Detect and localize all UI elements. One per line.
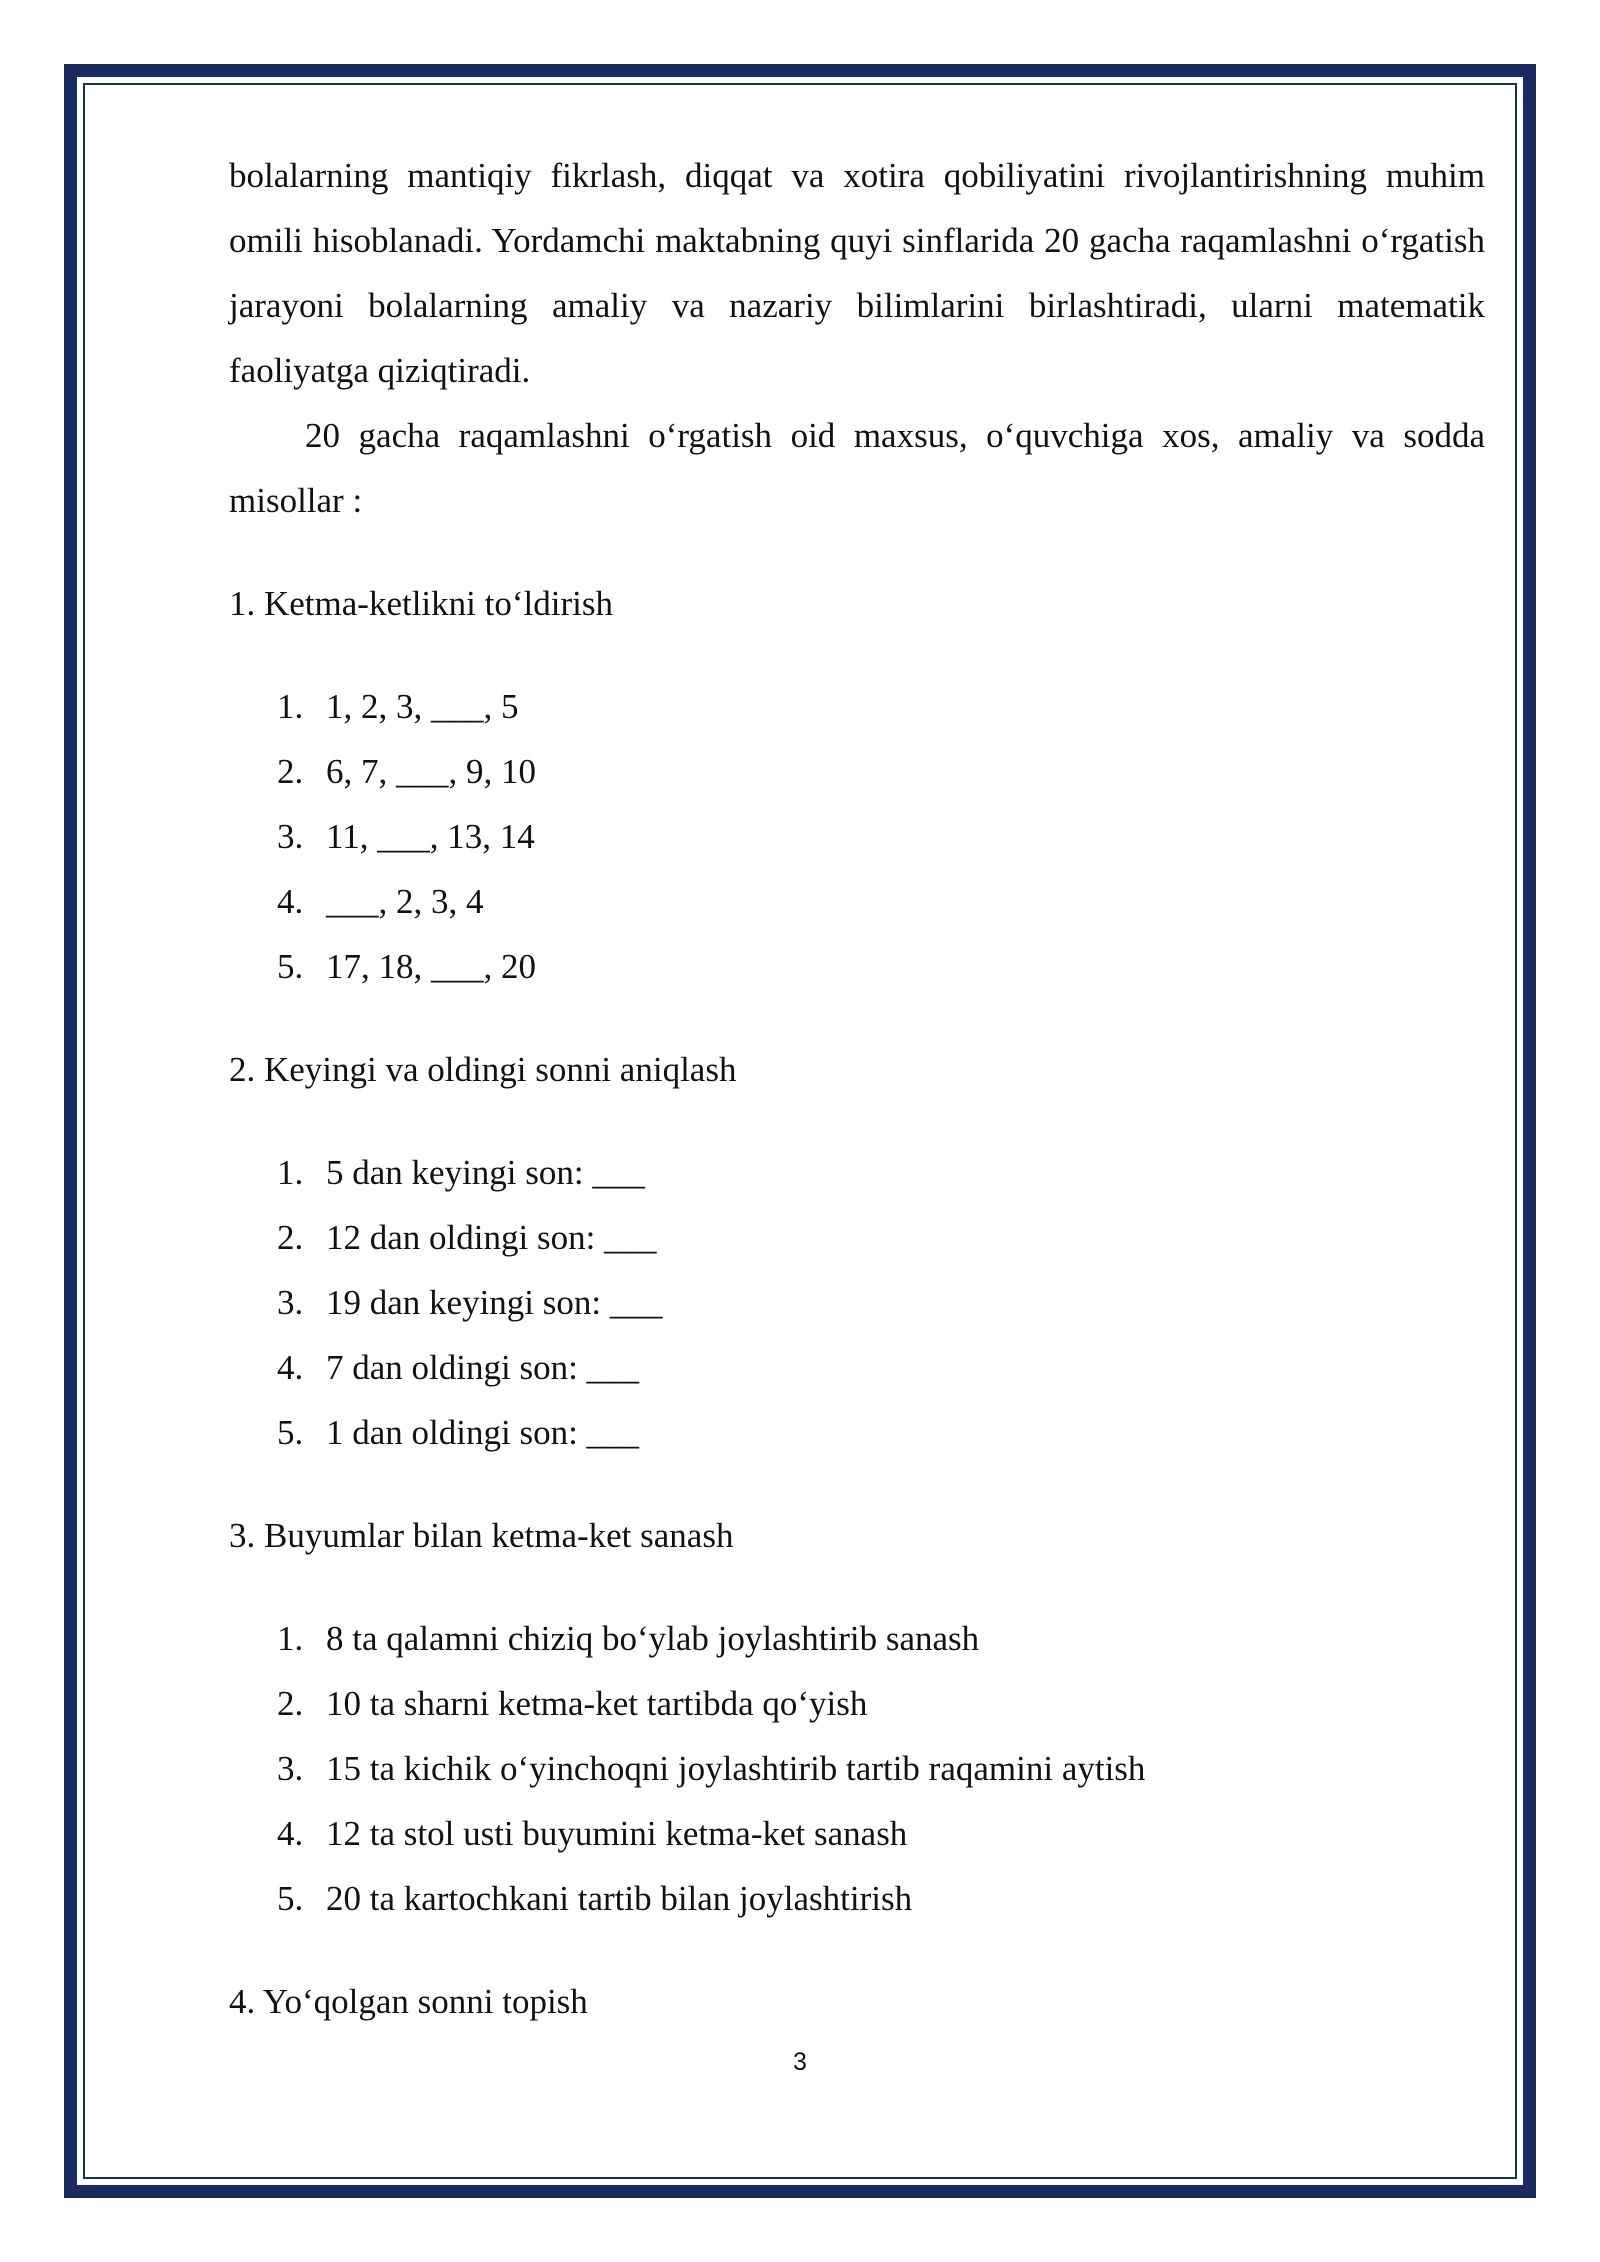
list-item (229, 1140, 1485, 1205)
list-item-text: ___, 2, 3, 4 (326, 882, 484, 921)
list-item-number: 3. (277, 1749, 304, 1788)
list-item-text: 7 dan oldingi son: ___ (326, 1348, 640, 1387)
list-item (229, 1400, 1485, 1465)
list-item-number: 4. (277, 1814, 304, 1853)
list-item (229, 1671, 1485, 1736)
list-item-number: 1. (277, 687, 304, 726)
intro-paragraph: bolalarning mantiqiy fikrlash, diqqat va xotira qobiliyatini rivojlantirishning muhim omili hisoblanadi. Yordamchi maktabning quyi sinflarida 20 gacha raqamlashni o‘rgatish jarayoni bolalarning amaliy va nazariy bilimlarini birlashtiradi, ularni matematik faoliyatga qiziqtiradi. (229, 156, 1485, 390)
list-item-number: 1. (277, 1619, 304, 1658)
list-item (229, 1335, 1485, 1400)
list-item (229, 1866, 1485, 1931)
section-counting-objects (229, 1503, 1485, 1931)
section-sequence-completion (229, 571, 1485, 999)
list-item (229, 1205, 1485, 1270)
list-item-number: 1. (277, 1153, 304, 1192)
exercise-list (229, 1606, 1485, 1931)
list-item (229, 869, 1485, 934)
list-item-text: 20 ta kartochkani tartib bilan joylashtirish (326, 1879, 913, 1918)
exercise-list (229, 1140, 1485, 1465)
exercise-list (229, 674, 1485, 999)
list-item-number: 4. (277, 882, 304, 921)
section-find-missing-number (229, 1969, 1485, 2034)
list-item-text: 5 dan keyingi son: ___ (326, 1153, 645, 1192)
page-content (229, 143, 1485, 2034)
list-item-text: 1 dan oldingi son: ___ (326, 1413, 640, 1452)
section-heading: 1. Ketma-ketlikni to‘ldirish (229, 584, 613, 623)
list-item-number: 4. (277, 1348, 304, 1387)
list-item-number: 5. (277, 1413, 304, 1452)
list-item (229, 804, 1485, 869)
page-number: 3 (793, 2048, 807, 2076)
list-item-number: 3. (277, 1283, 304, 1322)
list-item (229, 934, 1485, 999)
section-heading: 3. Buyumlar bilan ketma-ket sanash (229, 1516, 734, 1555)
list-item-text: 11, ___, 13, 14 (326, 817, 535, 856)
list-item (229, 1270, 1485, 1335)
list-item-number: 2. (277, 1684, 304, 1723)
section-heading: 4. Yo‘qolgan sonni topish (229, 1982, 588, 2021)
list-item-number: 5. (277, 947, 304, 986)
examples-intro-paragraph: 20 gacha raqamlashni o‘rgatish oid maxsus, o‘quvchiga xos, amaliy va sodda misollar : (229, 416, 1485, 520)
list-item-number: 2. (277, 1218, 304, 1257)
list-item-text: 10 ta sharni ketma-ket tartibda qo‘yish (326, 1684, 868, 1723)
list-item-text: 19 dan keyingi son: ___ (326, 1283, 663, 1322)
list-item-text: 12 dan oldingi son: ___ (326, 1218, 657, 1257)
list-item (229, 1801, 1485, 1866)
list-item-text: 15 ta kichik o‘yinchoqni joylashtirib tartib raqamini aytish (326, 1749, 1146, 1788)
section-heading: 2. Keyingi va oldingi sonni aniqlash (229, 1050, 737, 1089)
list-item (229, 1606, 1485, 1671)
list-item (229, 1736, 1485, 1801)
section-next-previous-number (229, 1037, 1485, 1465)
list-item-text: 6, 7, ___, 9, 10 (326, 752, 536, 791)
list-item-text: 1, 2, 3, ___, 5 (326, 687, 519, 726)
list-item-number: 5. (277, 1879, 304, 1918)
list-item-text: 12 ta stol usti buyumini ketma-ket sanash (326, 1814, 908, 1853)
list-item (229, 739, 1485, 804)
list-item-text: 17, 18, ___, 20 (326, 947, 536, 986)
list-item-number: 2. (277, 752, 304, 791)
list-item-text: 8 ta qalamni chiziq bo‘ylab joylashtirib sanash (326, 1619, 980, 1658)
list-item-number: 3. (277, 817, 304, 856)
list-item (229, 674, 1485, 739)
